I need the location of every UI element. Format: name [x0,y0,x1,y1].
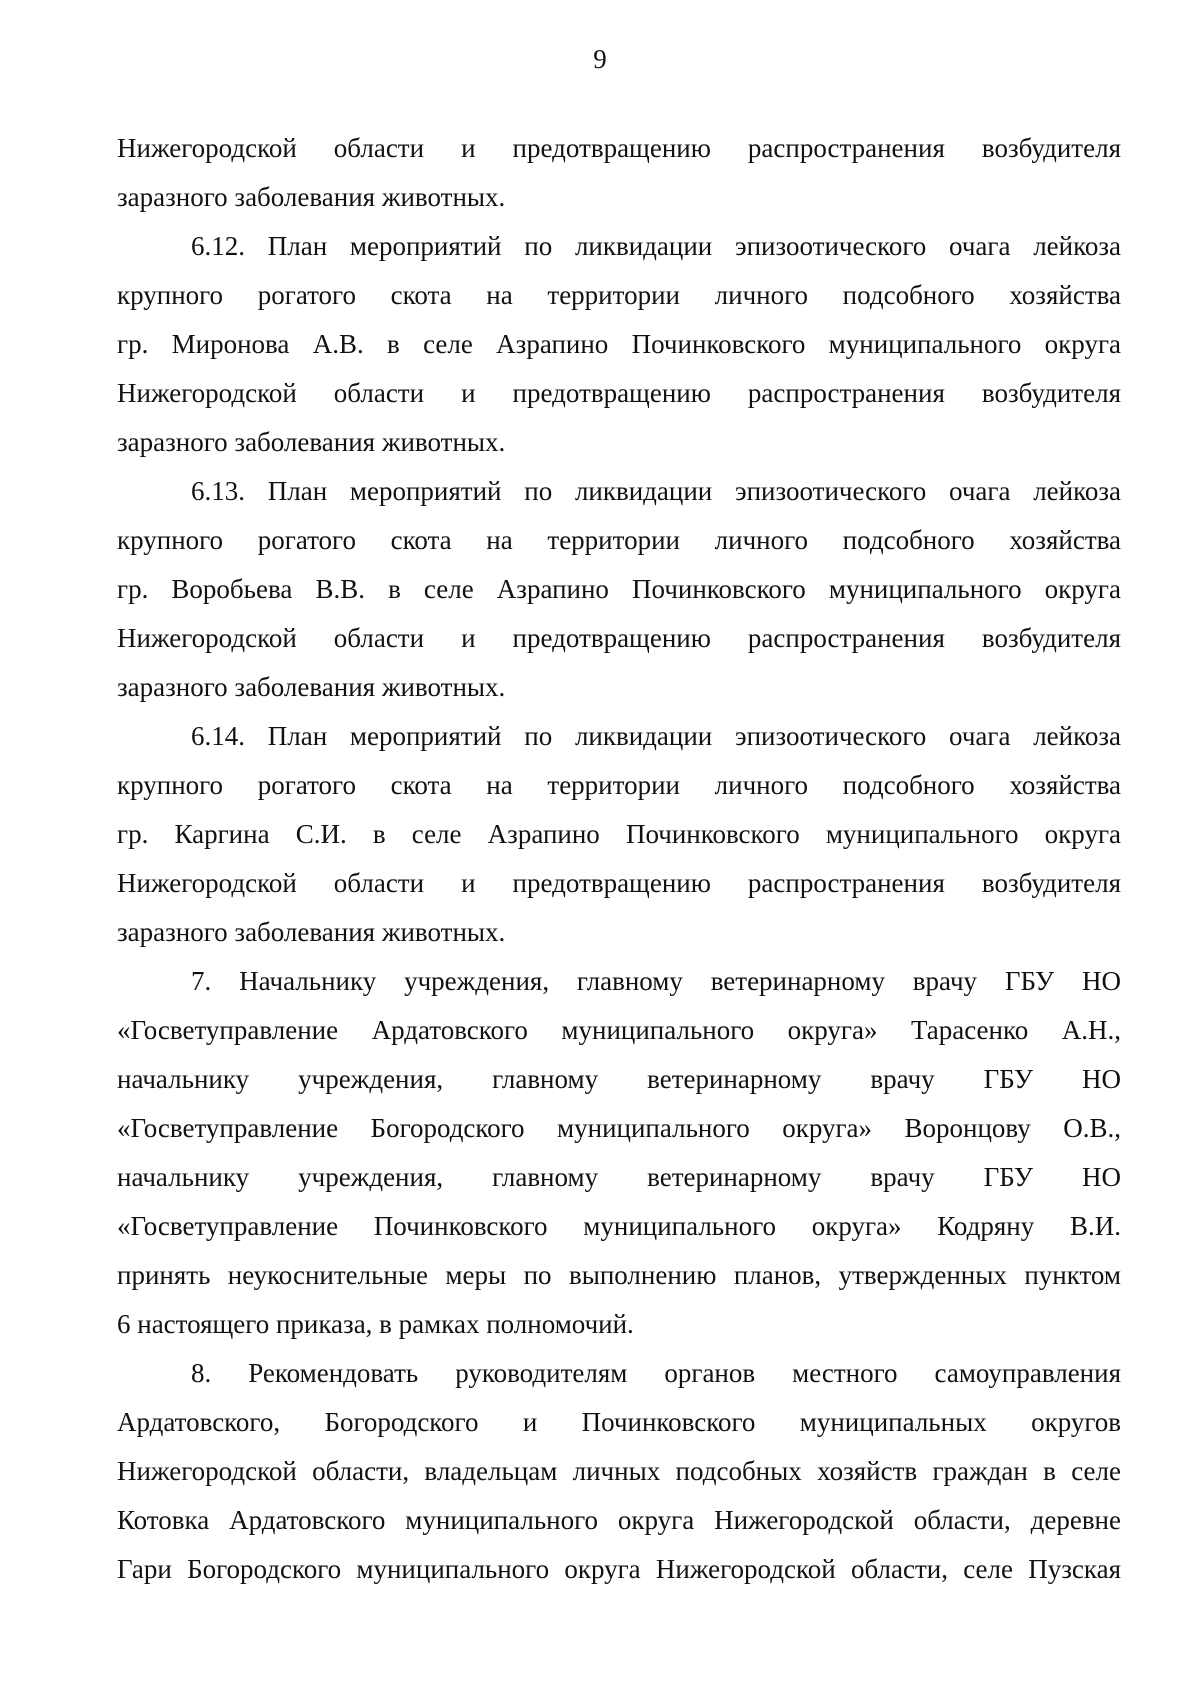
text-line: 6.14. План мероприятий по ликвидации эпизоотического очага лейкоза [191,721,1121,751]
text-line: Ардатовского, Богородского и Починковского муниципальных округов [117,1407,1121,1437]
text-line: 8. Рекомендовать руководителям органов местного самоуправления [191,1358,1121,1388]
text-line: начальнику учреждения, главному ветеринарному врачу ГБУ НО [117,1064,1121,1094]
paragraph-6-14 [117,712,1121,957]
text-line: «Госветуправление Богородского муниципального округа» Воронцову О.В., [117,1113,1121,1143]
paragraph-8 [117,1349,1121,1594]
text-line: Нижегородской области, владельцам личных подсобных хозяйств граждан в селе [117,1456,1121,1486]
text-line: начальнику учреждения, главному ветеринарному врачу ГБУ НО [117,1162,1121,1192]
text-line: заразного заболевания животных. [117,917,506,947]
page-number: 9 [593,44,607,74]
text-line: 7. Начальнику учреждения, главному ветеринарному врачу ГБУ НО [191,966,1121,996]
text-line: крупного рогатого скота на территории личного подсобного хозяйства [117,280,1121,310]
text-line: заразного заболевания животных. [117,427,506,457]
text-line: «Госветуправление Починковского муниципального округа» Кодряну В.И. [117,1211,1121,1241]
text-line: крупного рогатого скота на территории личного подсобного хозяйства [117,525,1121,555]
paragraph-7 [117,957,1121,1349]
text-line: Котовка Ардатовского муниципального округа Нижегородской области, деревне [117,1505,1121,1535]
text-line: заразного заболевания животных. [117,672,506,702]
text-line: заразного заболевания животных. [117,182,506,212]
text-line: Нижегородской области и предотвращению распространения возбудителя [117,378,1121,408]
text-line: гр. Миронова А.В. в селе Азрапино Починковского муниципального округа [117,329,1121,359]
text-line: принять неукоснительные меры по выполнению планов, утвержденных пунктом [117,1260,1121,1290]
text-line: Нижегородской области и предотвращению распространения возбудителя [117,868,1121,898]
text-line: 6.12. План мероприятий по ликвидации эпизоотического очага лейкоза [191,231,1121,261]
text-line: гр. Каргина С.И. в селе Азрапино Починковского муниципального округа [117,819,1121,849]
text-line: «Госветуправление Ардатовского муниципального округа» Тарасенко А.Н., [117,1015,1121,1045]
paragraph-6-13 [117,467,1121,712]
text-line: гр. Воробьева В.В. в селе Азрапино Починковского муниципального округа [117,574,1121,604]
text-line: Нижегородской области и предотвращению распространения возбудителя [117,133,1121,163]
paragraph-continuation [117,124,1121,222]
document-body [117,124,1121,1594]
text-line: крупного рогатого скота на территории личного подсобного хозяйства [117,770,1121,800]
text-line: 6.13. План мероприятий по ликвидации эпизоотического очага лейкоза [191,476,1121,506]
text-line: Гари Богородского муниципального округа Нижегородской области, селе Пузская [117,1554,1121,1584]
text-line: 6 настоящего приказа, в рамках полномочий. [117,1309,634,1339]
paragraph-6-12 [117,222,1121,467]
text-line: Нижегородской области и предотвращению распространения возбудителя [117,623,1121,653]
